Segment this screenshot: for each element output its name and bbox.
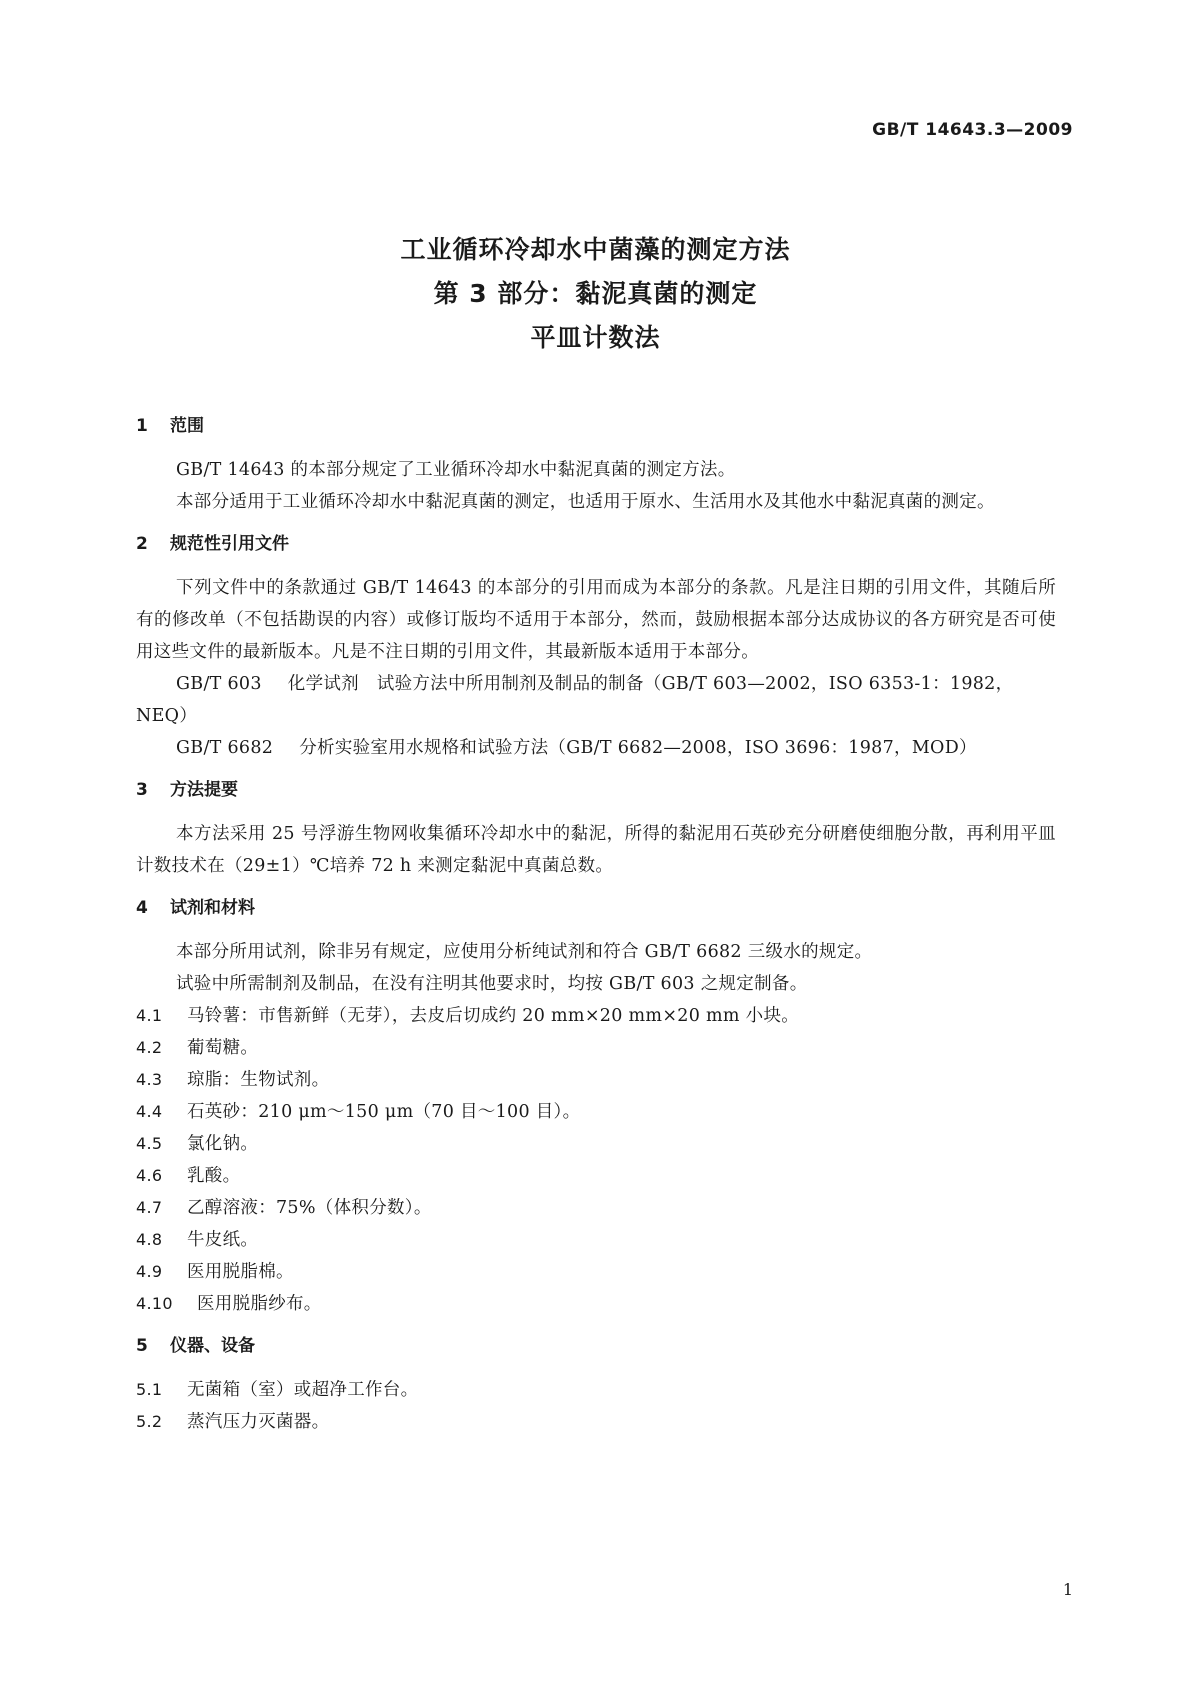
list-item [136, 1096, 1056, 1128]
reference-code: GB/T 6682 [176, 738, 274, 758]
section-heading-method-summary [136, 776, 1056, 804]
section-number: 5 [136, 1336, 148, 1356]
section-number: 2 [136, 534, 148, 554]
item-number: 4.4 [136, 1102, 163, 1121]
reference-entry [136, 732, 1056, 764]
item-text: 葡萄糖。 [187, 1038, 259, 1058]
reference-text: 化学试剂 试验方法中所用制剂及制品的制备（GB/T 603—2002，ISO 6353-1：1982，NEQ） [136, 674, 1014, 726]
reference-entry [136, 668, 1056, 732]
item-number: 4.5 [136, 1134, 163, 1153]
item-number: 4.8 [136, 1230, 163, 1249]
section-title: 试剂和材料 [170, 898, 255, 918]
item-text: 石英砂：210 μm～150 μm（70 目～100 目）。 [187, 1102, 581, 1122]
paragraph: 下列文件中的条款通过 GB/T 14643 的本部分的引用而成为本部分的条款。凡是注日期的引用文件，其随后所有的修改单（不包括勘误的内容）或修订版均不适用于本部分，然而，鼓励根据本部分达成协议的各方研究是否可使用这些文件的最新版本。凡是不注日期的引用文件，其最新版本适用于本部分。 [136, 578, 1056, 662]
section-heading-scope [136, 412, 1056, 440]
item-text: 牛皮纸。 [187, 1230, 259, 1250]
list-item [136, 1224, 1056, 1256]
document-body [136, 412, 1056, 1438]
section-number: 1 [136, 416, 148, 436]
list-item [136, 1288, 1056, 1320]
list-item [136, 1032, 1056, 1064]
list-item [136, 1374, 1056, 1406]
item-number: 4.2 [136, 1038, 163, 1057]
list-item [136, 1000, 1056, 1032]
item-number: 4.6 [136, 1166, 163, 1185]
list-item [136, 1406, 1056, 1438]
list-item [136, 1256, 1056, 1288]
section-number: 3 [136, 780, 148, 800]
section-heading-reagents [136, 894, 1056, 922]
item-text: 乳酸。 [187, 1166, 241, 1186]
document-title [0, 228, 1191, 360]
section-number: 4 [136, 898, 148, 918]
list-item [136, 1128, 1056, 1160]
item-text: 医用脱脂纱布。 [197, 1294, 322, 1314]
paragraph: 试验中所需制剂及制品，在没有注明其他要求时，均按 GB/T 603 之规定制备。 [176, 974, 808, 994]
section-title: 方法提要 [170, 780, 238, 800]
item-number: 4.10 [136, 1294, 173, 1313]
item-number: 4.1 [136, 1006, 163, 1025]
item-text: 医用脱脂棉。 [187, 1262, 294, 1282]
title-line-3: 平皿计数法 [530, 323, 661, 352]
title-line-2: 第 3 部分：黏泥真菌的测定 [433, 279, 758, 308]
paragraph: GB/T 14643 的本部分规定了工业循环冷却水中黏泥真菌的测定方法。 [176, 460, 736, 480]
item-text: 琼脂：生物试剂。 [187, 1070, 330, 1090]
standard-code: GB/T 14643.3—2009 [872, 120, 1073, 140]
paragraph: 本部分适用于工业循环冷却水中黏泥真菌的测定，也适用于原水、生活用水及其他水中黏泥真菌的测定。 [176, 492, 995, 512]
paragraph: 本方法采用 25 号浮游生物网收集循环冷却水中的黏泥，所得的黏泥用石英砂充分研磨使细胞分散，再利用平皿计数技术在（29±1）℃培养 72 h 来测定黏泥中真菌总数。 [136, 824, 1056, 876]
list-item [136, 1192, 1056, 1224]
page-number: 1 [1062, 1580, 1073, 1599]
section-heading-apparatus [136, 1332, 1056, 1360]
section-title: 仪器、设备 [170, 1336, 255, 1356]
title-line-1: 工业循环冷却水中菌藻的测定方法 [400, 235, 791, 264]
item-number: 5.1 [136, 1380, 163, 1399]
item-number: 4.3 [136, 1070, 163, 1089]
item-text: 蒸汽压力灭菌器。 [187, 1412, 330, 1432]
item-number: 4.7 [136, 1198, 163, 1217]
item-text: 马铃薯：市售新鲜（无芽），去皮后切成约 20 mm×20 mm×20 mm 小块。 [187, 1006, 800, 1026]
section-heading-normative-references [136, 530, 1056, 558]
list-item [136, 1064, 1056, 1096]
item-text: 无菌箱（室）或超净工作台。 [187, 1380, 419, 1400]
reference-code: GB/T 603 [176, 674, 262, 694]
item-text: 氯化钠。 [187, 1134, 259, 1154]
section-title: 范围 [170, 416, 204, 436]
item-number: 4.9 [136, 1262, 163, 1281]
list-item [136, 1160, 1056, 1192]
section-title: 规范性引用文件 [170, 534, 289, 554]
item-number: 5.2 [136, 1412, 163, 1431]
paragraph: 本部分所用试剂，除非另有规定，应使用分析纯试剂和符合 GB/T 6682 三级水的规定。 [176, 942, 873, 962]
item-text: 乙醇溶液：75%（体积分数）。 [187, 1198, 432, 1218]
reference-text: 分析实验室用水规格和试验方法（GB/T 6682—2008，ISO 3696：1987，MOD） [299, 738, 977, 758]
